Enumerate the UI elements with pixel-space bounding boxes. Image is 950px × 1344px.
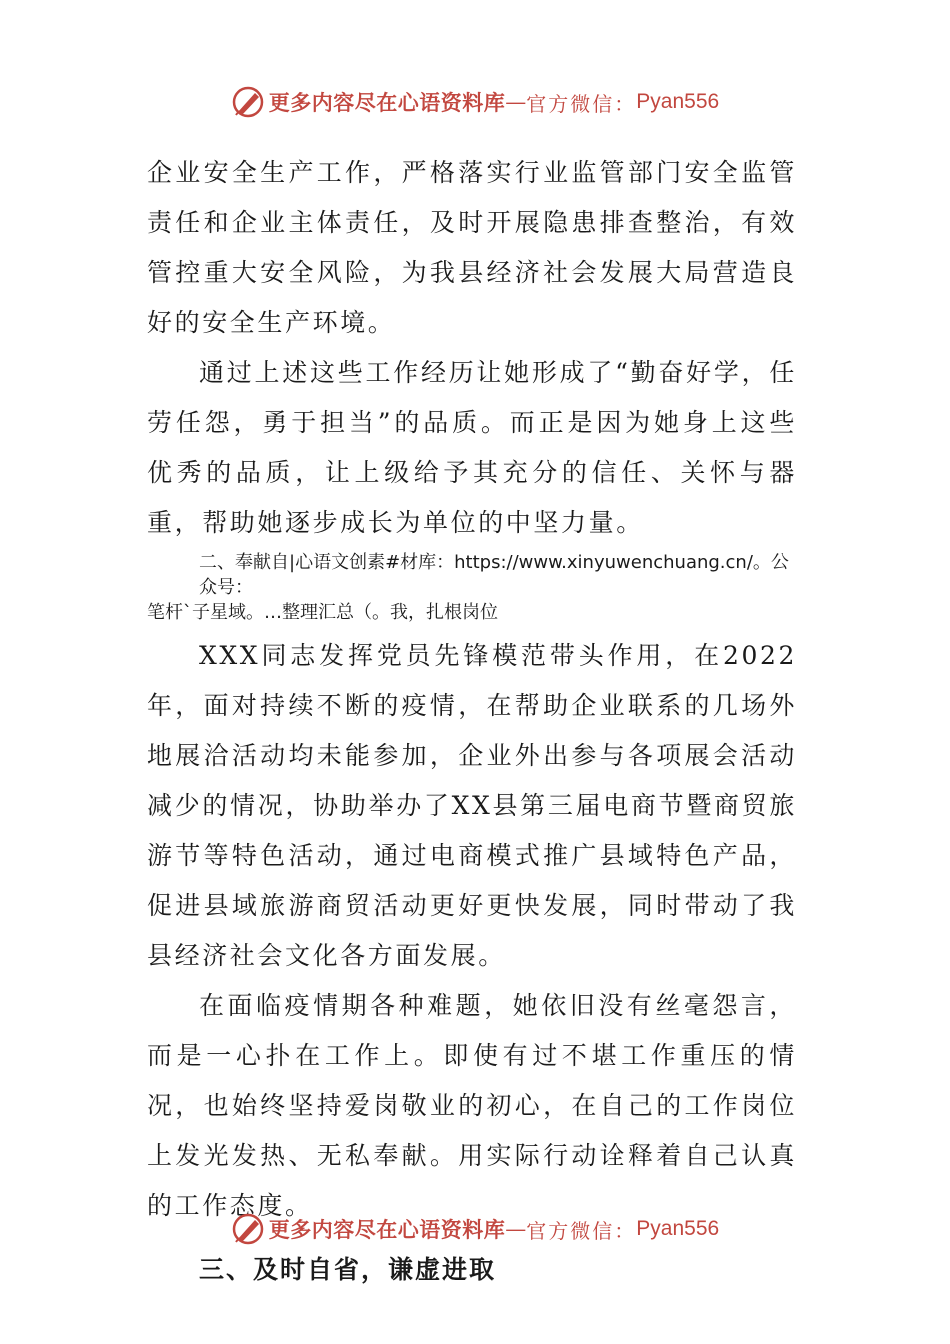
section-heading-3: 三、及时自省，谦虚进取	[199, 1255, 497, 1284]
footer-separator: —	[505, 1217, 527, 1241]
note-line-1: 二、奉献自|心语文创素#材库：https://www.xinyuwenchuang.cn/。公众号：	[199, 552, 789, 598]
pen-logo-icon	[231, 85, 265, 119]
watermark-note	[147, 550, 797, 625]
paragraph-2: 通过上述这些工作经历让她形成了“勤奋好学，任劳任怨，勇于担当”的品质。而正是因为她身上这些优秀的品质，让上级给予其充分的信任、关怀与器重，帮助她逐步成长为单位的中坚力量。	[147, 358, 797, 537]
header-banner	[0, 82, 950, 122]
paragraph-3: XXX同志发挥党员先锋模范带头作用，在2022年，面对持续不断的疫情，在帮助企业联系的几场外地展洽活动均未能参加，企业外出参与各项展会活动减少的情况，协助举办了XX县第三届电商节暨商贸旅游节等特色活动，通过电商模式推广县域特色产品，促进县域旅游商贸活动更好更快发展，同时带动了我县经济社会文化各方面发展。	[147, 641, 797, 970]
footer-text: 更多内容尽在心语资料库	[268, 1217, 506, 1242]
note-line-2: 笔杆`子星域。…整理汇总（。我，扎根岗位	[147, 602, 498, 623]
footer-wechat-id: Pyan556	[636, 1217, 720, 1240]
header-text: 更多内容尽在心语资料库	[268, 90, 506, 115]
pen-logo-icon	[231, 1212, 265, 1246]
header-separator: —	[505, 90, 527, 114]
footer-wechat-label: 官方微信：	[526, 1218, 637, 1243]
header-wechat-label: 官方微信：	[526, 91, 637, 116]
paragraph-4: 在面临疫情期各种难题，她依旧没有丝毫怨言，而是一心扑在工作上。即使有过不堪工作重压的情况，也始终坚持爱岗敬业的初心，在自己的工作岗位上发光发热、无私奉献。用实际行动诠释着自己认真的工作态度。	[147, 991, 797, 1220]
paragraph-1: 企业安全生产工作，严格落实行业监管部门安全监管责任和企业主体责任，及时开展隐患排查整治，有效管控重大安全风险，为我县经济社会发展大局营造良好的安全生产环境。	[147, 158, 797, 337]
header-wechat-id: Pyan556	[636, 90, 720, 113]
document-body	[147, 148, 797, 1295]
footer-banner	[0, 1209, 950, 1249]
